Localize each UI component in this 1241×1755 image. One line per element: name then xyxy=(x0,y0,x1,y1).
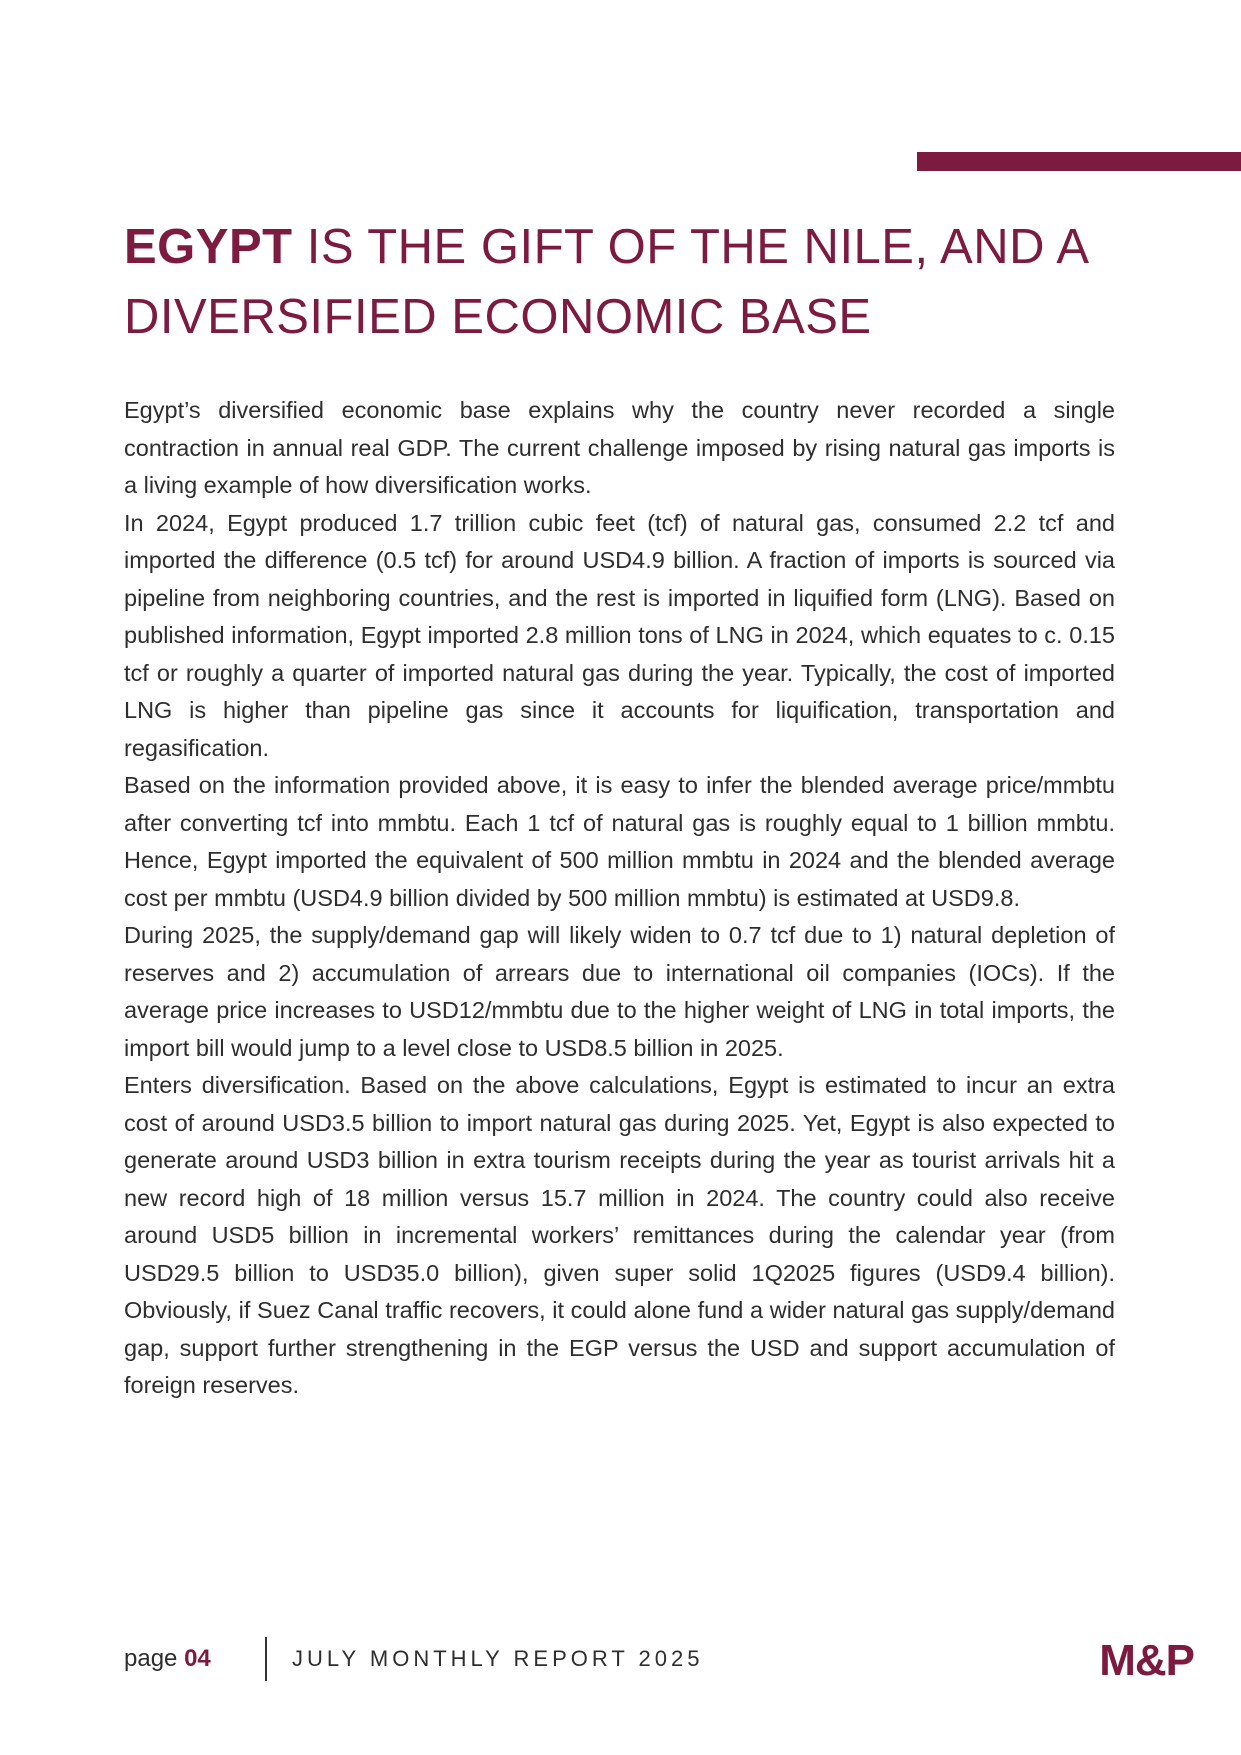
header-accent-bar xyxy=(917,152,1241,171)
page-footer xyxy=(124,1636,1194,1685)
paragraph: Based on the information provided above, it is easy to infer the blended average price/mmbtu after converting tcf into mmbtu. Each 1 tcf of natural gas is roughly equal to 1 billion mmbtu. Hence, Egypt imported the equivalent of 500 million mmbtu in 2024 and the blended average cost per mmbtu (USD4.9 billion divided by 500 million mmbtu) is estimated at USD9.8. xyxy=(124,772,1115,911)
article-body xyxy=(124,392,1115,1405)
page-title-rest: IS THE GIFT OF THE NILE, AND A DIVERSIFIED ECONOMIC BASE xyxy=(124,220,1087,344)
page-label-text: page xyxy=(124,1645,185,1672)
page-title xyxy=(124,212,1124,352)
paragraph: During 2025, the supply/demand gap will likely widen to 0.7 tcf due to 1) natural depletion of reserves and 2) accumulation of arrears due to international oil companies (IOCs). If the average price increases to USD12/mmbtu due to the higher weight of LNG in total imports, the import bill would jump to a level close to USD8.5 billion in 2025. xyxy=(124,922,1115,1061)
page-title-bold: EGYPT xyxy=(124,220,293,274)
paragraph: In 2024, Egypt produced 1.7 trillion cubic feet (tcf) of natural gas, consumed 2.2 tcf and imported the difference (0.5 tcf) for around USD4.9 billion. A fraction of imports is sourced via pipeline from neighboring countries, and the rest is imported in liquified form (LNG). Based on published information, Egypt imported 2.8 million tons of LNG in 2024, which equates to c. 0.15 tcf or roughly a quarter of imported natural gas during the year. Typically, the cost of imported LNG is higher than pipeline gas since it accounts for liquification, transportation and regasification. xyxy=(124,509,1115,761)
page-indicator xyxy=(124,1645,211,1673)
company-logo: M&P xyxy=(1099,1636,1194,1685)
report-name: JULY MONTHLY REPORT 2025 xyxy=(292,1646,704,1671)
paragraph: Enters diversification. Based on the above calculations, Egypt is estimated to incur an extra cost of around USD3.5 billion to import natural gas during 2025. Yet, Egypt is also expected to generate around USD3 billion in extra tourism receipts during the year as tourist arrivals hit a new record high of 18 million versus 15.7 million in 2024. The country could also receive around USD5 billion in incremental workers’ remittances during the calendar year (from USD29.5 billion to USD35.0 billion), given super solid 1Q2025 figures (USD9.4 billion). Obviously, if Suez Canal traffic recovers, it could alone fund a wider natural gas supply/demand gap, support further strengthening in the EGP versus the USD and support accumulation of foreign reserves. xyxy=(124,1072,1115,1398)
footer-divider xyxy=(265,1637,267,1681)
page-number: 04 xyxy=(184,1645,211,1672)
paragraph: Egypt’s diversified economic base explains why the country never recorded a single contraction in annual real GDP. The current challenge imposed by rising natural gas imports is a living example of how diversification works. xyxy=(124,397,1115,498)
